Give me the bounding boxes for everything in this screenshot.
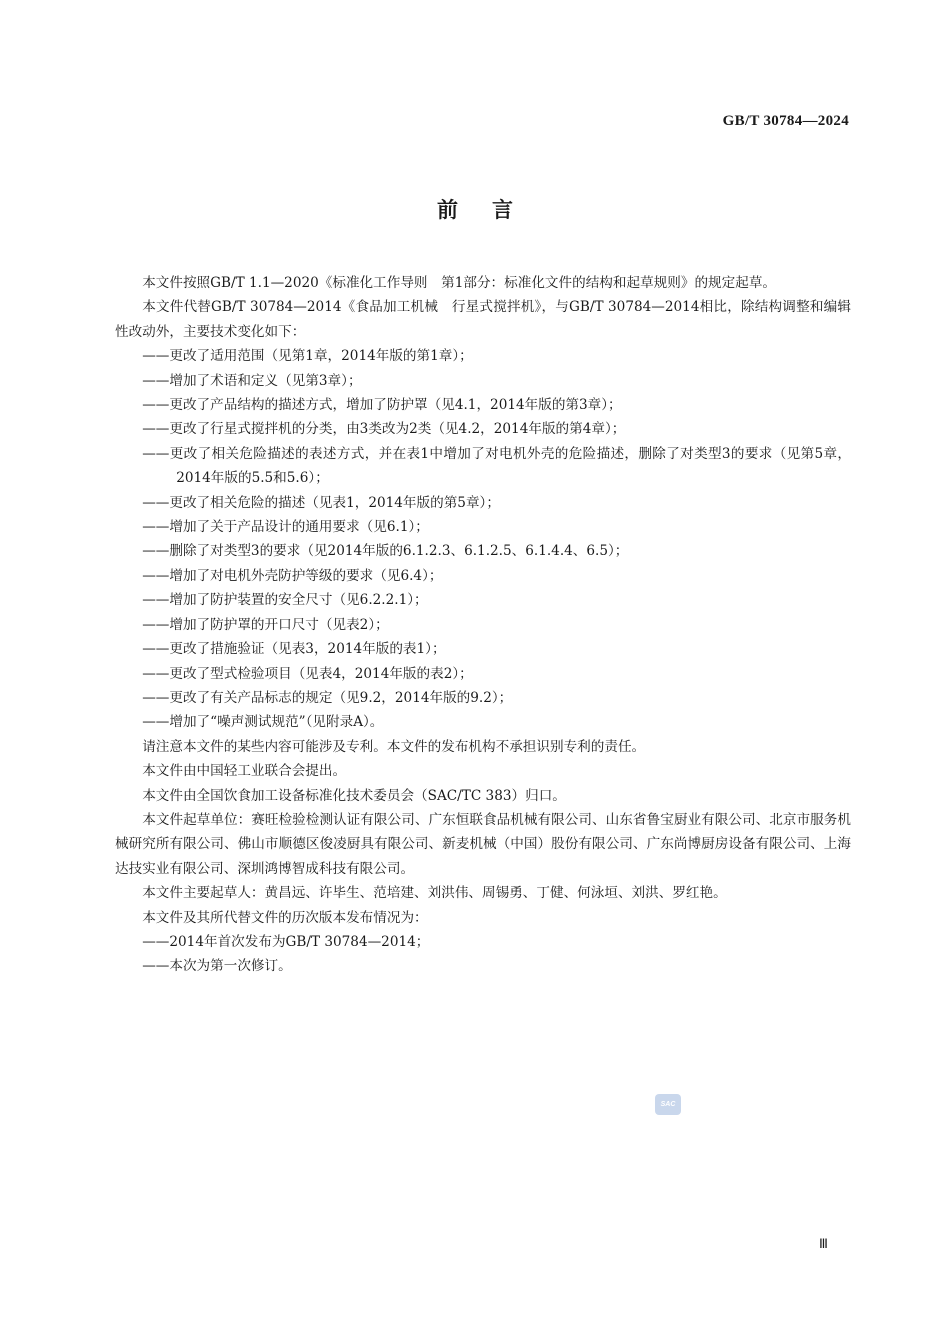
change-item: ——增加了对电机外壳防护等级的要求（见6.4）；: [142, 567, 443, 584]
foreword-body: [115, 271, 851, 979]
change-item: ——更改了适用范围（见第1章，2014年版的第1章）；: [142, 348, 473, 365]
change-item: ——增加了术语和定义（见第3章）；: [142, 372, 362, 389]
page-number: Ⅲ: [819, 1236, 828, 1251]
patent-notice: 请注意本文件的某些内容可能涉及专利。本文件的发布机构不承担识别专利的责任。: [142, 738, 646, 755]
change-item: ——更改了有关产品标志的规定（见9.2，2014年版的9.2）；: [142, 689, 513, 706]
change-item: ——增加了“噪声测试规范”（见附录A）。: [142, 714, 384, 731]
history-item: ——本次为第一次修订。: [142, 958, 292, 975]
change-item: ——更改了产品结构的描述方式，增加了防护罩（见4.1，2014年版的第3章）；: [142, 397, 622, 414]
history-item: ——2014年首次发布为GB/T 30784—2014；: [142, 933, 430, 950]
change-item: ——删除了对类型3的要求（见2014年版的6.1.2.3、6.1.2.5、6.1.4.4、6.5）；: [142, 543, 629, 560]
change-item: ——增加了关于产品设计的通用要求（见6.1）；: [142, 519, 429, 536]
intro-paragraph-1: 本文件按照GB/T 1.1—2020《标准化工作导则 第1部分：标准化文件的结构和起草规则》的规定起草。: [142, 275, 777, 291]
intro-paragraph-2: 本文件代替GB/T 30784—2014《食品加工机械 行星式搅拌机》，与GB/T 30784—2014相比，除结构调整和编辑性改动外，主要技术变化如下：: [115, 299, 851, 340]
history-intro-paragraph: 本文件及其所代替文件的历次版本发布情况为：: [142, 909, 428, 926]
change-item: ——更改了相关危险的描述（见表1，2014年版的第5章）；: [142, 494, 500, 511]
page-title: 前言: [437, 198, 547, 222]
change-item: ——增加了防护装置的安全尺寸（见6.2.2.1）；: [142, 592, 428, 609]
change-item: ——更改了措施验证（见表3，2014年版的表1）；: [142, 641, 446, 658]
change-item: ——更改了相关危险描述的表述方式，并在表1中增加了对电机外壳的危险描述，删除了对类型3的要求（见第5章，2014年版的5.5和5.6）；: [142, 445, 851, 487]
proposer-paragraph: 本文件由中国轻工业联合会提出。: [142, 763, 347, 780]
sac-logo-icon: SAC: [655, 1094, 681, 1115]
change-item: ——增加了防护罩的开口尺寸（见表2）；: [142, 616, 389, 633]
change-item: ——更改了行星式搅拌机的分类，由3类改为2类（见4.2，2014年版的第4章）；: [142, 421, 626, 438]
committee-paragraph: 本文件由全国饮食加工设备标准化技术委员会（SAC/TC 383）归口。: [142, 787, 566, 804]
change-item: ——更改了型式检验项目（见表4，2014年版的表2）；: [142, 665, 473, 682]
drafters-paragraph: 本文件主要起草人：黄昌远、许毕生、范培建、刘洪伟、周锡勇、丁健、何泳垣、刘洪、罗红艳。: [142, 885, 727, 902]
drafting-units-paragraph: 本文件起草单位：赛旺检验检测认证有限公司、广东恒联食品机械有限公司、山东省鲁宝厨业有限公司、北京市服务机械研究所有限公司、佛山市顺德区俊凌厨具有限公司、新麦机械（中国）股份有限公司、广东尚博厨房设备有限公司、上海达技实业有限公司、深圳鸿博智成科技有限公司。: [115, 811, 851, 877]
standard-code: GB/T 30784—2024: [722, 113, 849, 129]
